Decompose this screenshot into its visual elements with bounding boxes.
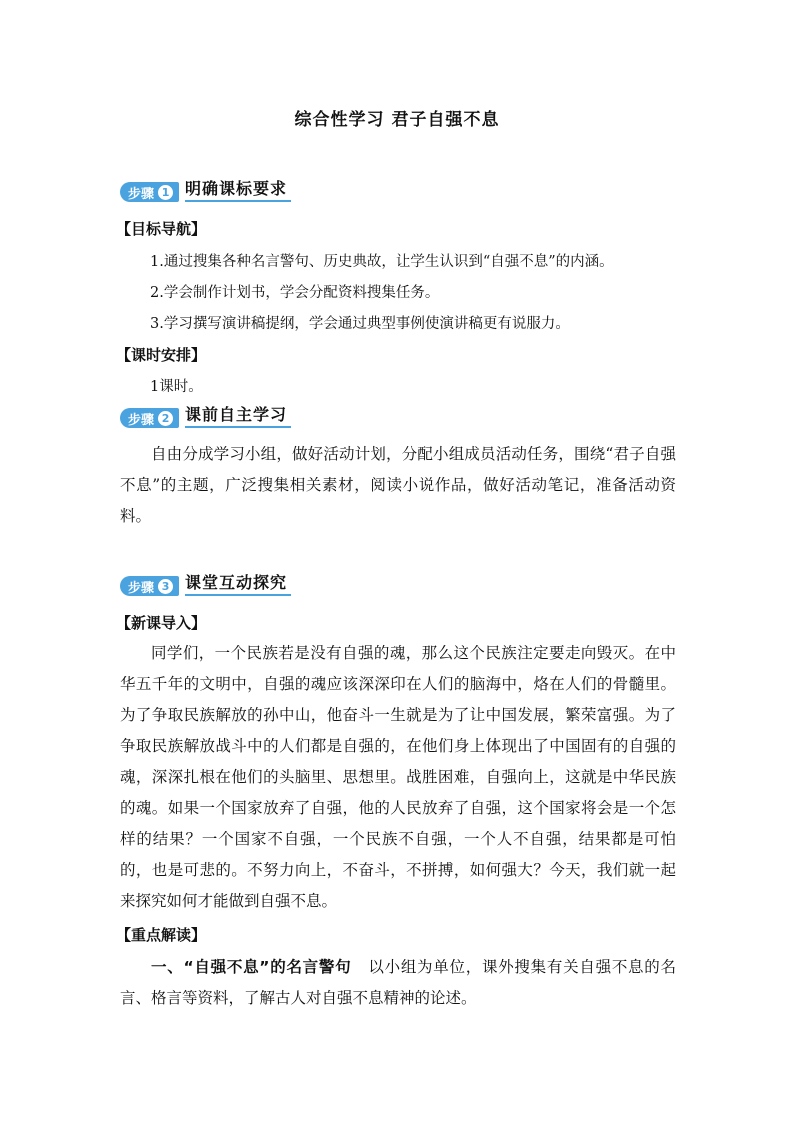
- step-badge-text: 步骤: [128, 412, 155, 428]
- step-badge-text: 步骤: [128, 186, 155, 202]
- intro-paragraph: 同学们，一个民族若是没有自强的魂，那么这个民族注定要走向毁灭。在中华五千年的文明中，自强的魂应该深深印在人们的脑海中，烙在人们的骨髓里。为了争取民族解放的孙中山，他奋斗一生就是为了让中国发展，繁荣富强。为了争取民族解放战斗中的人们都是自强的，在他们身上体现出了中国固有的自强的魂，深深扎根在他们的头脑里、思想里。战胜困难，自强向上，这就是中华民族的魂。如果一个国家放弃了自强，他的人民放弃了自强，这个国家将会是一个怎样的结果？一个国家不自强，一个民族不自强，一个人不自强，结果都是可怕的，也是可悲的。不努力向上，不奋斗，不拼搏，如何强大？今天，我们就一起来探究如何才能做到自强不息。: [120, 644, 676, 910]
- step-badge-text: 步骤: [128, 580, 155, 596]
- step-2-label: 课前自主学习: [185, 405, 291, 428]
- key-heading: 【重点解读】: [116, 926, 207, 944]
- key-paragraph: [120, 952, 676, 1014]
- step-1-label: 明确课标要求: [185, 179, 291, 202]
- step-3-label: 课堂互动探究: [185, 573, 291, 596]
- goal-item: 1.通过搜集各种名言警句、历史典故，让学生认识到“自强不息”的内涵。: [150, 254, 614, 270]
- step-2-header: [120, 404, 291, 428]
- step-1-badge: [120, 182, 179, 202]
- self-study-paragraph: 自由分成学习小组，做好活动计划，分配小组成员活动任务，围绕“君子自强不息”的主题，广泛搜集相关素材，阅读小说作品，做好活动笔记，准备活动资料。: [120, 445, 676, 525]
- goal-item: 2.学会制作计划书，学会分配资料搜集任务。: [150, 285, 440, 301]
- document-title: 综合性学习 君子自强不息: [294, 110, 500, 130]
- step-2-badge: [120, 408, 179, 428]
- step-number: 3: [158, 579, 173, 594]
- key-lead: 一、“自强不息”的名言警句: [151, 958, 352, 976]
- schedule-heading: 【课时安排】: [116, 346, 207, 364]
- intro-heading: 【新课导入】: [116, 614, 207, 632]
- key-text: 以小组为单位，课外搜集有关自强不息的名言、格言等资料，了解古人对自强不息精神的论述。: [120, 958, 677, 1007]
- goals-heading: 【目标导航】: [116, 220, 207, 238]
- schedule-text: 1课时。: [150, 379, 203, 395]
- step-3-badge: [120, 576, 179, 596]
- step-number: 1: [158, 185, 173, 200]
- step-3-header: [120, 572, 291, 596]
- step-1-header: [120, 178, 291, 202]
- goal-item: 3.学习撰写演讲稿提纲，学会通过典型事例使演讲稿更有说服力。: [150, 316, 570, 332]
- step-number: 2: [158, 411, 173, 426]
